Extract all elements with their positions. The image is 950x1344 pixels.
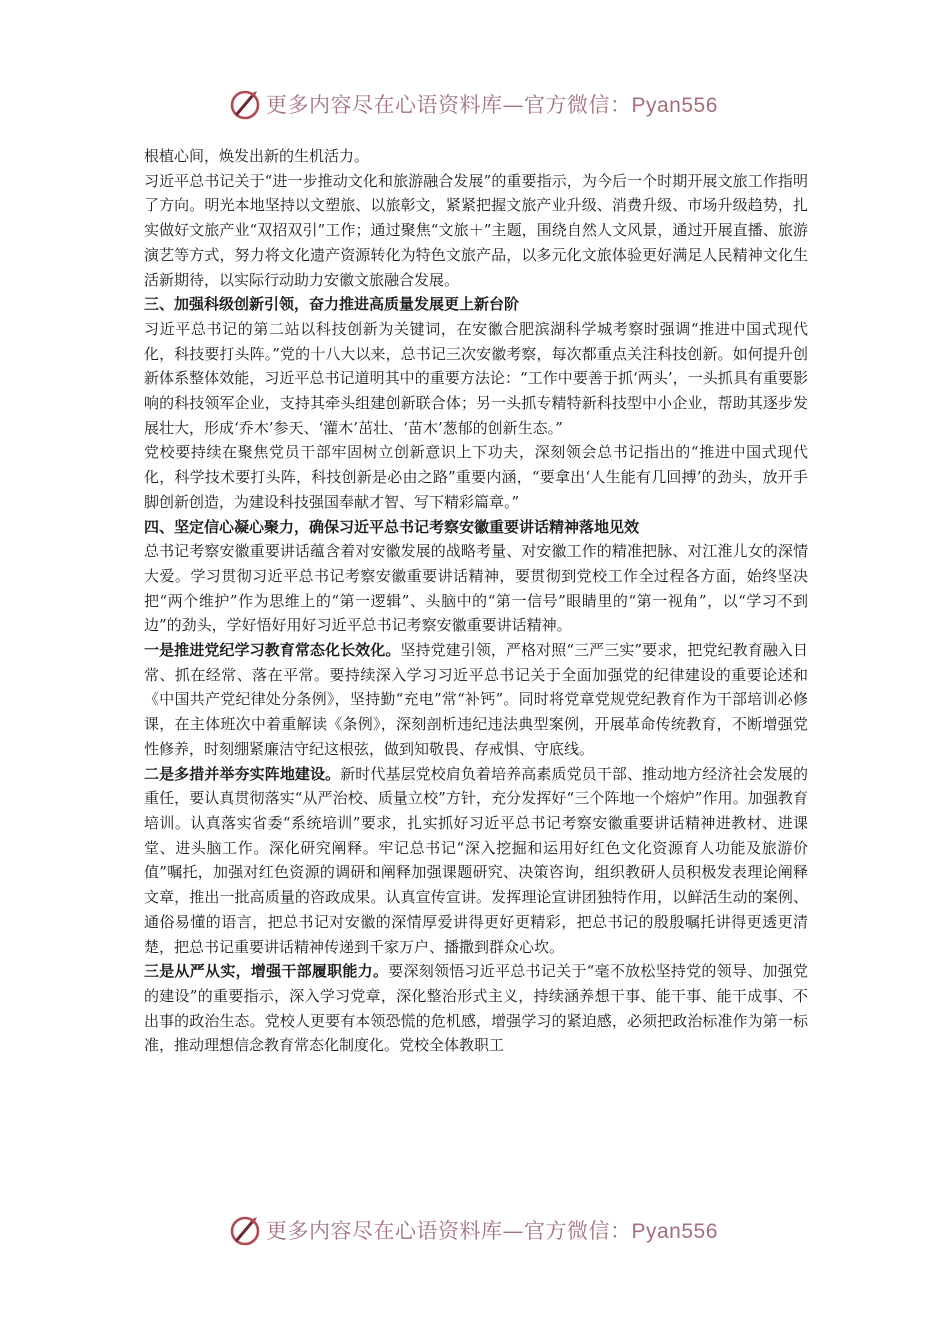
paragraph-text: 党校要持续在聚焦党员干部牢固树立创新意识上下功夫，深刻领会总书记指出的“推进中国式现代化，科学技术要打头阵，科技创新是必由之路”重要内涵，“要拿出‘人生能有几回搏’的劲头，放开手脚创新创造，为建设科技强国奉献才智、写下精彩篇章。” bbox=[144, 443, 808, 511]
paragraph bbox=[144, 539, 808, 638]
paragraph-text: 坚持党建引领，严格对照“三严三实”要求，把党纪教育融入日常、抓在经常、落在平常。要持续深入学习习近平总书记关于全面加强党的纪律建设的重要论述和《中国共产党纪律处分条例》，坚持勤“充电”常“补钙”。同时将党章党规党纪教育作为干部培训必修课，在主体班次中着重解读《条例》，深刻剖析违纪违法典型案例，开展革命传统教育，不断增强党性修养，时刻绷紧廉洁守纪这根弦，做到知敬畏、存戒惧、守底线。 bbox=[144, 641, 808, 758]
footer-banner bbox=[228, 1210, 718, 1250]
paragraph-text: 新时代基层党校肩负着培养高素质党员干部、推动地方经济社会发展的重任，要认真贯彻落实“从严治校、质量立校”方针，充分发挥好“三个阵地一个熔炉”作用。加强教育培训。认真落实省委“系统培训”要求，扎实抓好习近平总书记考察安徽重要讲话精神进教材、进课堂、进头脑工作。深化研究阐释。牢记总书记“深入挖掘和运用好红色文化资源育人功能及旅游价值”嘱托，加强对红色资源的调研和阐释加强课题研究、决策咨询，组织教研人员积极发表理论阐释文章，推出一批高质量的咨政成果。认真宣传宣讲。发挥理论宣讲团独特作用，以鲜活生动的案例、通俗易懂的语言，把总书记对安徽的深情厚爱讲得更好更精彩，把总书记的殷殷嘱托讲得更透更清楚，把总书记重要讲话精神传递到千家万户、播撒到群众心坎。 bbox=[144, 764, 808, 956]
wechat-handle: Pyan556 bbox=[631, 1220, 718, 1243]
paragraph-lead: 二是多措并举夯实阵地建设。 bbox=[144, 764, 341, 783]
paragraph-lead: 三是从严从实，增强干部履职能力。 bbox=[144, 962, 389, 981]
header-banner bbox=[228, 84, 718, 124]
wechat-handle: Pyan556 bbox=[631, 94, 718, 117]
pen-circle-icon bbox=[228, 87, 262, 121]
banner-text: 更多内容尽在心语资料库—官方微信：Pyan556 bbox=[266, 1219, 718, 1243]
section-heading: 三、加强科级创新引领，奋力推进高质量发展更上新台阶 bbox=[144, 295, 520, 314]
paragraph-text: 习近平总书记的第二站以科技创新为关键词，在安徽合肥滨湖科学城考察时强调“推进中国式现代化，科技要打头阵。”党的十八大以来，总书记三次安徽考察，每次都重点关注科技创新。如何提升创新体系整体效能，习近平总书记道明其中的重要方法论：“工作中要善于抓‘两头’，一头抓具有重要影响的科技领军企业，支持其牵头组建创新联合体；另一头抓专精特新科技型中小企业，帮助其逐步发展壮大，形成‘乔木’参天、‘灌木’茁壮、‘苗木’葱郁的创新生态。” bbox=[144, 319, 808, 437]
document-body bbox=[144, 144, 808, 1058]
section-heading: 四、坚定信心凝心聚力，确保习近平总书记考察安徽重要讲话精神落地见效 bbox=[144, 517, 640, 536]
pen-circle-icon bbox=[228, 1213, 262, 1247]
paragraph bbox=[144, 169, 808, 293]
paragraph-text: 总书记考察安徽重要讲话蕴含着对安徽发展的战略考量、对安徽工作的精准把脉、对江淮儿女的深情大爱。学习贯彻习近平总书记考察安徽重要讲话精神，要贯彻到党校工作全过程各方面，始终坚决把“两个维护”作为思维上的“第一逻辑”、头脑中的“第一信号”眼睛里的“第一视角”，以“学习不到边”的劲头，学好悟好用好习近平总书记考察安徽重要讲话精神。 bbox=[144, 542, 808, 635]
paragraph-text: 习近平总书记关于“进一步推动文化和旅游融合发展”的重要指示，为今后一个时期开展文旅工作指明了方向。明光本地坚持以文塑旅、以旅彰文，紧紧把握文旅产业升级、消费升级、市场升级趋势，扎实做好文旅产业“双招双引”工作；通过聚焦“文旅＋”主题，围绕自然人文风景，通过开展直播、旅游演艺等方式，努力将文化遗产资源转化为特色文旅产品，以多元化文旅体验更好满足人民精神文化生活新期待，以实际行动助力安徽文旅融合发展。 bbox=[144, 171, 808, 289]
paragraph bbox=[144, 762, 808, 960]
paragraph bbox=[144, 144, 808, 169]
paragraph bbox=[144, 317, 808, 441]
paragraph bbox=[144, 959, 808, 1058]
paragraph bbox=[144, 440, 808, 514]
paragraph-text: 根植心间，焕发出新的生机活力。 bbox=[144, 147, 370, 165]
paragraph-text: 要深刻领悟习近平总书记关于“毫不放松坚持党的领导、加强党的建设”的重要指示，深入学习党章，深化整治形式主义，持续涵养想干事、能干事、能干成事、不出事的政治生态。党校人更要有本领恐慌的危机感，增强学习的紧迫感，必须把政治标准作为第一标准，推动理想信念教育常态化制度化。党校全体教职工 bbox=[144, 962, 808, 1055]
paragraph-lead: 一是推进党纪学习教育常态化长效化。 bbox=[144, 641, 401, 660]
banner-text: 更多内容尽在心语资料库—官方微信：Pyan556 bbox=[266, 93, 718, 117]
paragraph bbox=[144, 638, 808, 762]
